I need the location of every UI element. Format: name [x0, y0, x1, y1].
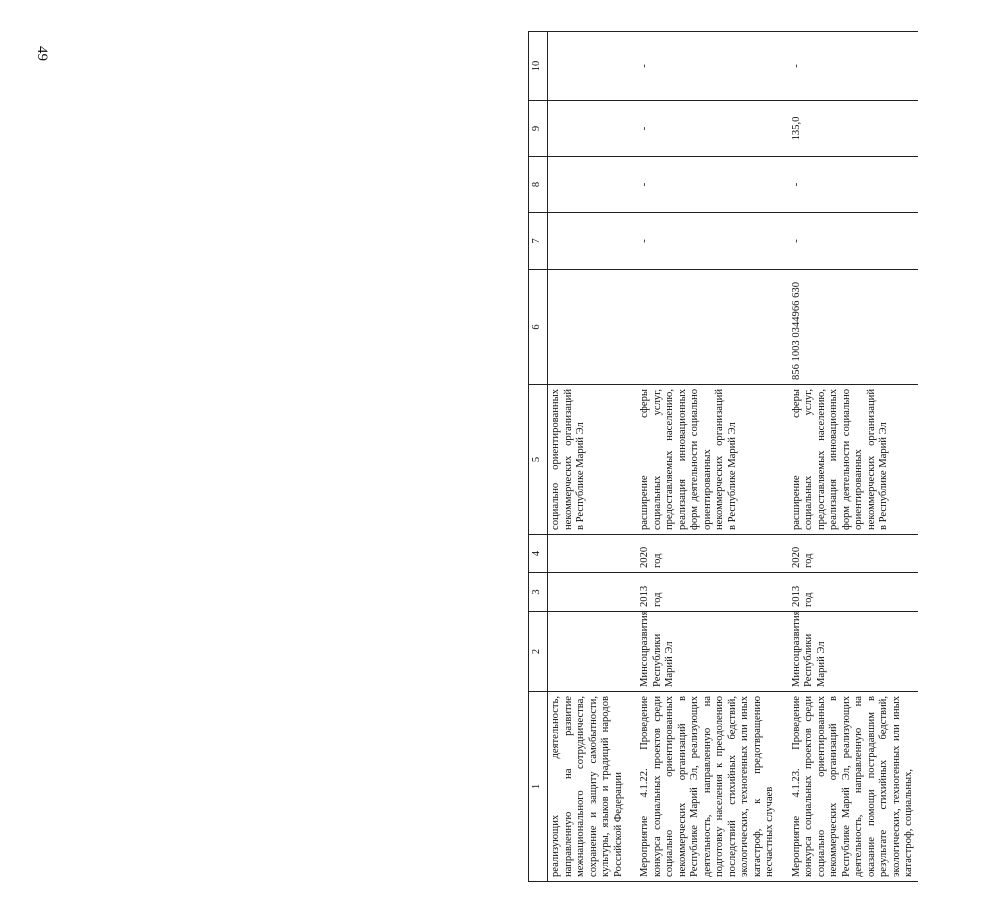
cell-end-year [548, 535, 628, 573]
cell-budget-code [548, 270, 628, 385]
cell-executor: Минсоцразвития Республики Марий Эл [789, 612, 918, 692]
col-header-6: 6 [529, 270, 548, 385]
col-header-9: 9 [529, 101, 548, 157]
header-row [529, 32, 548, 882]
cell-value-7 [548, 213, 628, 270]
cell-budget-code: 856 1003 0344966 630 [789, 270, 918, 385]
col-header-10: 10 [529, 32, 548, 101]
rotated-table-container [528, 32, 998, 882]
cell-end-year: 2020 год [637, 535, 779, 573]
cell-value-8 [548, 157, 628, 213]
cell-result: расширение сферы социальных услуг, предоставляемых населению, реализация инновационных форм деятельности социально ориентированных некоммерческих организаций в Республике Марий Эл [789, 385, 918, 535]
page-number: 49 [34, 46, 50, 61]
cell-value-8: - [789, 157, 918, 213]
cell-value-10: - [789, 32, 918, 101]
program-table [528, 31, 918, 882]
col-header-7: 7 [529, 213, 548, 270]
cell-executor [548, 612, 628, 692]
cell-value-7: - [789, 213, 918, 270]
col-header-1: 1 [529, 692, 548, 882]
cell-value-7: - [637, 213, 779, 270]
col-header-4: 4 [529, 535, 548, 573]
col-header-3: 3 [529, 573, 548, 612]
table-row [637, 32, 779, 882]
cell-value-10: - [637, 32, 779, 101]
cell-measure: реализующих деятельность, направленную на развитие межнационального сотрудничества, сохранение и защиту самобытности, культуры, языков и традиций народов Российской Федерации [548, 692, 628, 882]
table-row [548, 32, 628, 882]
cell-start-year: 2013 год [789, 573, 918, 612]
col-header-2: 2 [529, 612, 548, 692]
cell-measure: Мероприятие 4.1.23. Проведение конкурса социальных проектов среди социально ориентированных некоммерческих организаций в Республике Марий Эл, реализующих деятельность, направленную на оказание помощи пострадавшим в результате стихийных бедствий, экологических, техногенных или иных катастроф, социальных, [789, 692, 918, 882]
cell-start-year [548, 573, 628, 612]
cell-executor: Минсоцразвития Республики Марий Эл [637, 612, 779, 692]
table-row [789, 32, 918, 882]
cell-start-year: 2013 год [637, 573, 779, 612]
cell-value-9: - [637, 101, 779, 157]
cell-value-9: 135,0 [789, 101, 918, 157]
cell-value-10 [548, 32, 628, 101]
cell-result: расширение сферы социальных услуг, предоставляемых населению, реализация инновационных форм деятельности социально ориентированных некоммерческих организаций в Республике Марий Эл [637, 385, 779, 535]
col-header-8: 8 [529, 157, 548, 213]
cell-value-9 [548, 101, 628, 157]
cell-value-8: - [637, 157, 779, 213]
cell-end-year: 2020 год [789, 535, 918, 573]
cell-measure: Мероприятие 4.1.22. Проведение конкурса социальных проектов среди социально ориентированных некоммерческих организаций в Республике Марий Эл, реализующих деятельность, направленную на подготовку населения к преодолению последствий стихийных бедствий, экологических, техногенных или иных катастроф, к предотвращению несчастных случаев [637, 692, 779, 882]
cell-result: социально ориентированных некоммерческих организаций в Республике Марий Эл [548, 385, 628, 535]
cell-budget-code [637, 270, 779, 385]
col-header-5: 5 [529, 385, 548, 535]
